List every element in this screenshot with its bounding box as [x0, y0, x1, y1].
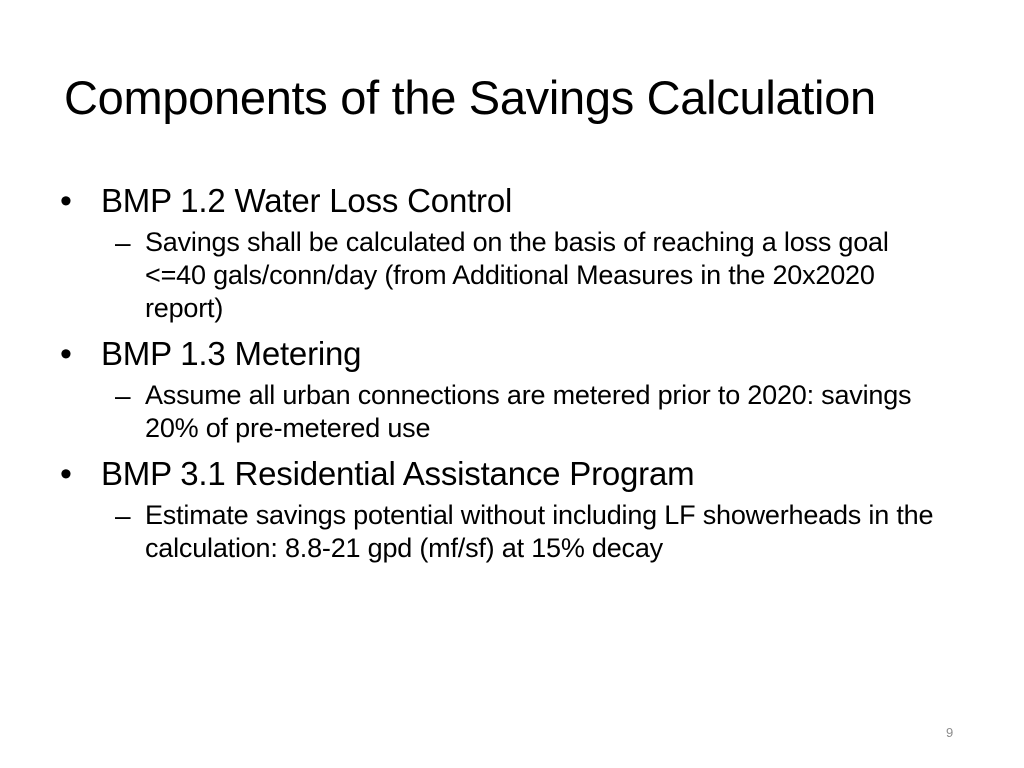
bullet-text: BMP 1.3 Metering	[101, 335, 362, 372]
slide-title: Components of the Savings Calculation	[64, 71, 876, 124]
bullet-icon: •	[60, 335, 72, 373]
sub-bullet-text: Savings shall be calculated on the basis of reaching a loss goal <=40 gals/conn/day (from Additional Measures in the 20x2020 report)	[145, 227, 889, 323]
sub-bullet-item	[101, 226, 956, 325]
sub-bullet-text: Estimate savings potential without including LF showerheads in the calculation: 8.8-21 gpd (mf/sf) at 15% decay	[145, 500, 934, 563]
dash-icon: –	[115, 500, 131, 531]
sub-bullet-text: Assume all urban connections are metered prior to 2020: savings 20% of pre-metered use	[145, 380, 912, 443]
dash-icon: –	[115, 380, 131, 411]
page-number: 9	[946, 725, 954, 740]
bullet-icon: •	[60, 455, 72, 493]
bullet-item	[56, 333, 956, 445]
sub-bullet-item	[101, 379, 956, 445]
sub-bullet-list	[101, 379, 956, 445]
bullet-text: BMP 3.1 Residential Assistance Program	[101, 455, 695, 492]
sub-bullet-list	[101, 226, 956, 325]
bullet-item	[56, 453, 956, 565]
bullet-text: BMP 1.2 Water Loss Control	[101, 182, 513, 219]
bullet-list	[56, 180, 956, 573]
bullet-icon: •	[60, 182, 72, 220]
bullet-item	[56, 180, 956, 325]
sub-bullet-item	[101, 499, 956, 565]
dash-icon: –	[115, 227, 131, 258]
sub-bullet-list	[101, 499, 956, 565]
